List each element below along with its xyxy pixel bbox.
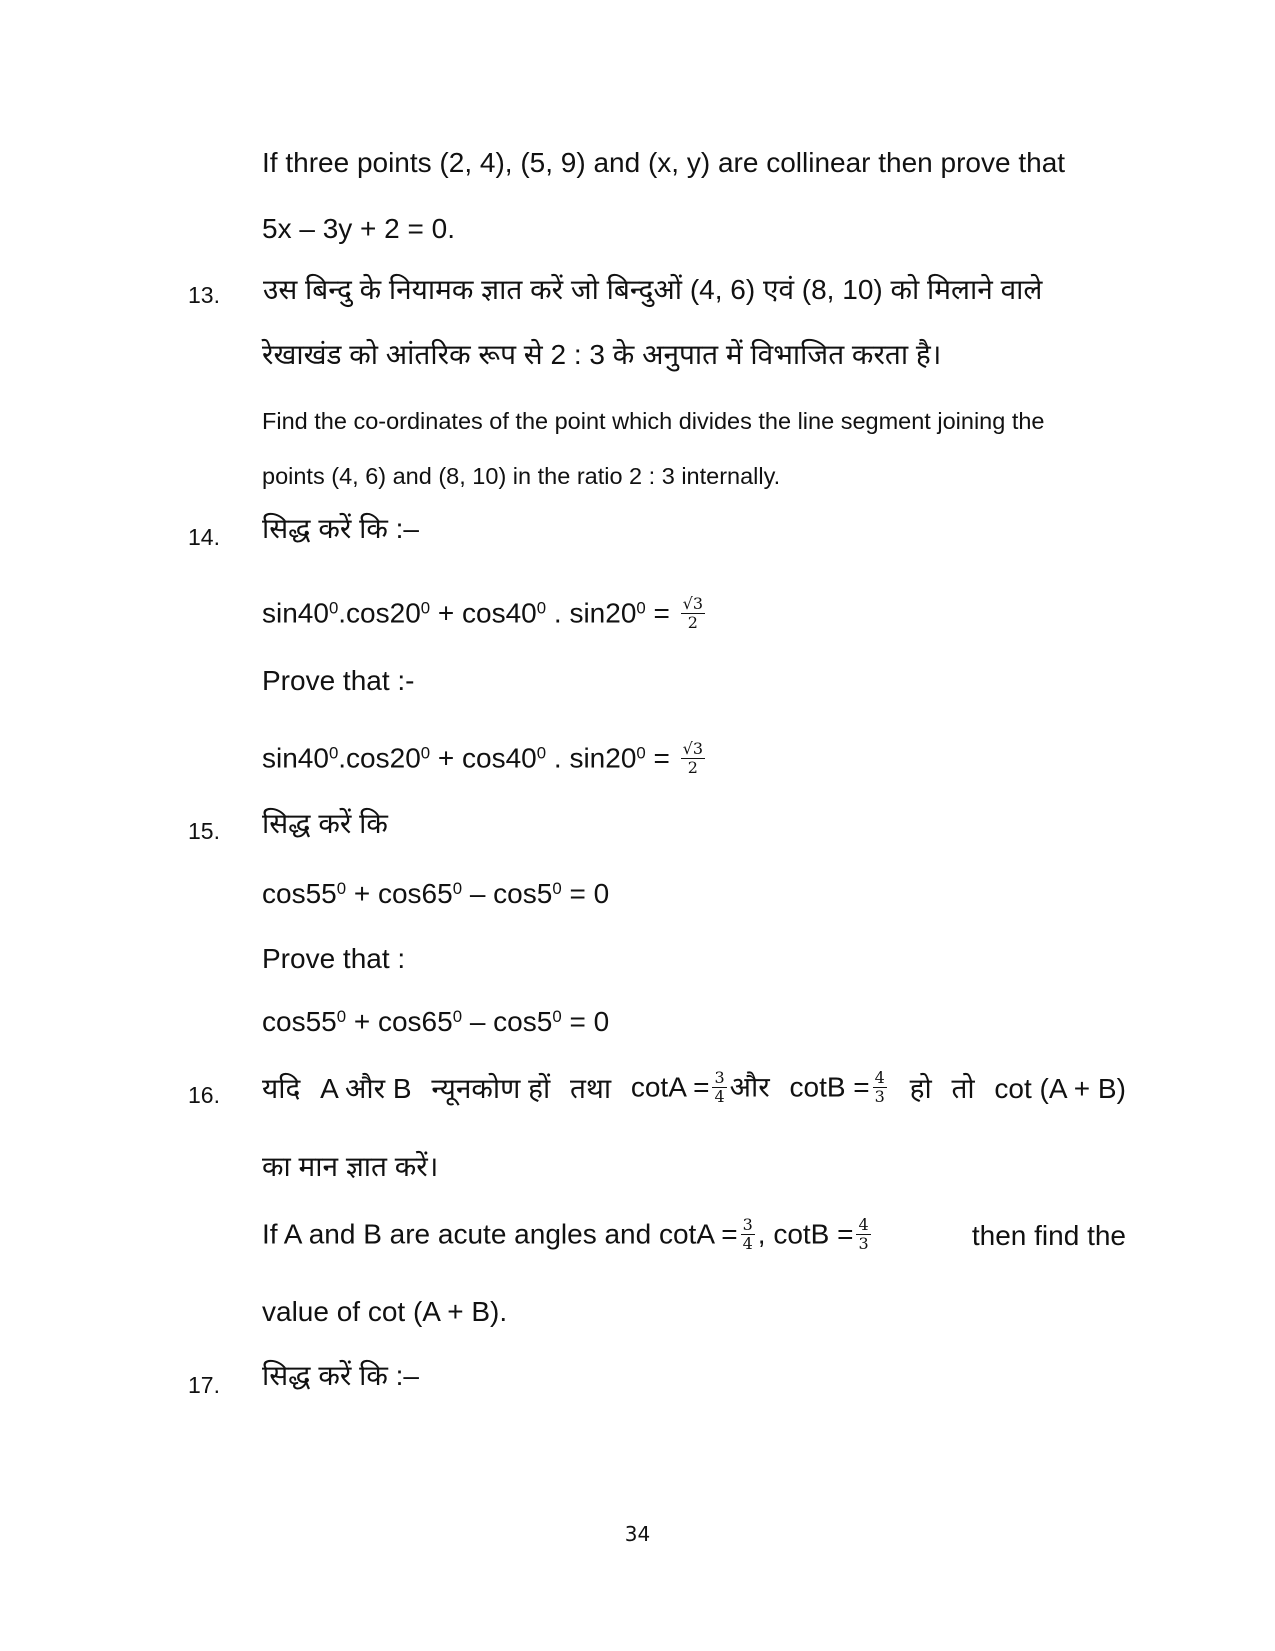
eq-term: =	[645, 742, 670, 774]
eq-term: sin40	[262, 597, 329, 629]
denominator: 2	[687, 612, 698, 632]
eq-term: cos55	[262, 878, 337, 909]
numerator: 3	[714, 1068, 725, 1087]
text-part: न्यूनकोण हों	[431, 1073, 551, 1105]
degree-mark: 0	[636, 743, 646, 763]
text-part: cotA =	[630, 1071, 710, 1103]
fraction-sqrt3-over-2	[681, 595, 705, 631]
fraction-3-over-4	[741, 1216, 755, 1252]
eq-term: .cos20	[338, 597, 421, 629]
page-number: 34	[624, 1522, 651, 1546]
q17-number: 17.	[188, 1372, 220, 1398]
numerator: √3	[682, 739, 704, 758]
degree-mark: 0	[328, 743, 339, 763]
english-part-a	[262, 1215, 874, 1254]
denominator: 4	[742, 1233, 753, 1253]
eq-term: – cos5	[462, 878, 553, 909]
q12-text-1: If three points (2, 4), (5, 9) and (x, y) are collinear then prove that	[262, 147, 1066, 178]
cotb-expression	[789, 1068, 890, 1107]
degree-mark: 0	[536, 598, 547, 618]
fraction-sqrt3-over-2	[681, 740, 705, 776]
eq-term: . sin20	[546, 742, 637, 774]
q13-english-line-2: points (4, 6) and (8, 10) in the ratio 2 : 3 internally.	[262, 463, 781, 489]
denominator: 3	[874, 1086, 885, 1106]
q14-hindi-heading: सिद्ध करें कि :–	[262, 513, 419, 544]
eq-term: =	[645, 597, 670, 629]
text-part: cot (A + B)	[994, 1073, 1126, 1105]
degree-mark: 0	[452, 878, 463, 898]
degree-mark: 0	[636, 598, 646, 618]
text-part: यदि	[262, 1073, 301, 1105]
q14-english-heading: Prove that :-	[262, 665, 415, 696]
text-part: A और B	[320, 1073, 412, 1105]
q14-number: 14.	[188, 524, 220, 550]
q15-hindi-heading: सिद्ध करें कि	[262, 808, 388, 839]
eq-term: – cos5	[462, 1006, 553, 1037]
q16-hindi-line-1	[262, 1068, 1126, 1107]
degree-mark: 0	[420, 598, 431, 618]
eq-term: + cos65	[346, 878, 453, 909]
q12-line-2: 5x – 3y + 2 = 0.	[262, 213, 456, 244]
q13-hindi-line-2: रेखाखंड को आंतरिक रूप से 2 : 3 के अनुपात में विभाजित करता है।	[262, 339, 942, 370]
text-part: हो	[909, 1073, 932, 1105]
degree-mark: 0	[336, 878, 347, 898]
q16-number: 16.	[188, 1082, 220, 1108]
text-part: If A and B are acute angles and cotA =	[262, 1218, 738, 1250]
numerator: 4	[858, 1215, 869, 1234]
q15-number: 15.	[188, 818, 220, 844]
cota-expression	[630, 1068, 770, 1107]
eq-term: + cos40	[430, 742, 537, 774]
q13-hindi-line-1: उस बिन्दु के नियामक ज्ञात करें जो बिन्दुओं (4, 6) एवं (8, 10) को मिलाने वाले	[263, 274, 1043, 305]
q15-english-heading: Prove that :	[262, 943, 406, 974]
degree-mark: 0	[328, 598, 339, 618]
fraction-4-over-3	[873, 1069, 887, 1105]
degree-mark: 0	[552, 1006, 562, 1026]
degree-mark: 0	[420, 743, 431, 763]
degree-mark: 0	[452, 1006, 463, 1026]
text-part: , cotB =	[757, 1218, 854, 1250]
numerator: 3	[742, 1215, 753, 1234]
degree-mark: 0	[336, 1006, 347, 1026]
numerator: 4	[874, 1068, 885, 1087]
numerator: √3	[682, 594, 704, 613]
q12-line-1	[262, 149, 1126, 177]
eq-term: . sin20	[546, 597, 637, 629]
q14-equation-english	[262, 739, 708, 778]
q16-hindi-line-2: का मान ज्ञात करें।	[262, 1151, 439, 1182]
q17-hindi-heading: सिद्ध करें कि :–	[262, 1360, 419, 1391]
q13-english-line-1: Find the co-ordinates of the point which divides the line segment joining the	[262, 408, 1045, 434]
text-part: तथा	[570, 1073, 612, 1105]
q14-equation-hindi	[262, 594, 708, 633]
q15-equation-hindi	[262, 880, 609, 908]
denominator: 2	[687, 757, 698, 777]
eq-term: + cos65	[346, 1006, 453, 1037]
fraction-4-over-3	[856, 1216, 870, 1252]
denominator: 3	[858, 1233, 869, 1253]
q16-english-line-2: value of cot (A + B).	[262, 1296, 508, 1327]
q13-number: 13.	[188, 282, 220, 308]
eq-term: + cos40	[430, 597, 537, 629]
degree-mark: 0	[552, 878, 562, 898]
eq-term: .cos20	[338, 742, 421, 774]
eq-term: sin40	[262, 742, 329, 774]
denominator: 4	[714, 1086, 725, 1106]
q16-english-line-1	[262, 1215, 1126, 1254]
text-part: cotB =	[789, 1071, 870, 1103]
eq-term: = 0	[561, 1006, 610, 1037]
text-part: और	[729, 1071, 770, 1103]
degree-mark: 0	[536, 743, 547, 763]
text-part: तो	[951, 1073, 975, 1105]
eq-term: cos55	[262, 1006, 337, 1037]
text-part: then find the	[971, 1220, 1126, 1252]
eq-term: = 0	[561, 878, 610, 909]
q15-equation-english	[262, 1008, 609, 1036]
fraction-3-over-4	[712, 1069, 726, 1105]
